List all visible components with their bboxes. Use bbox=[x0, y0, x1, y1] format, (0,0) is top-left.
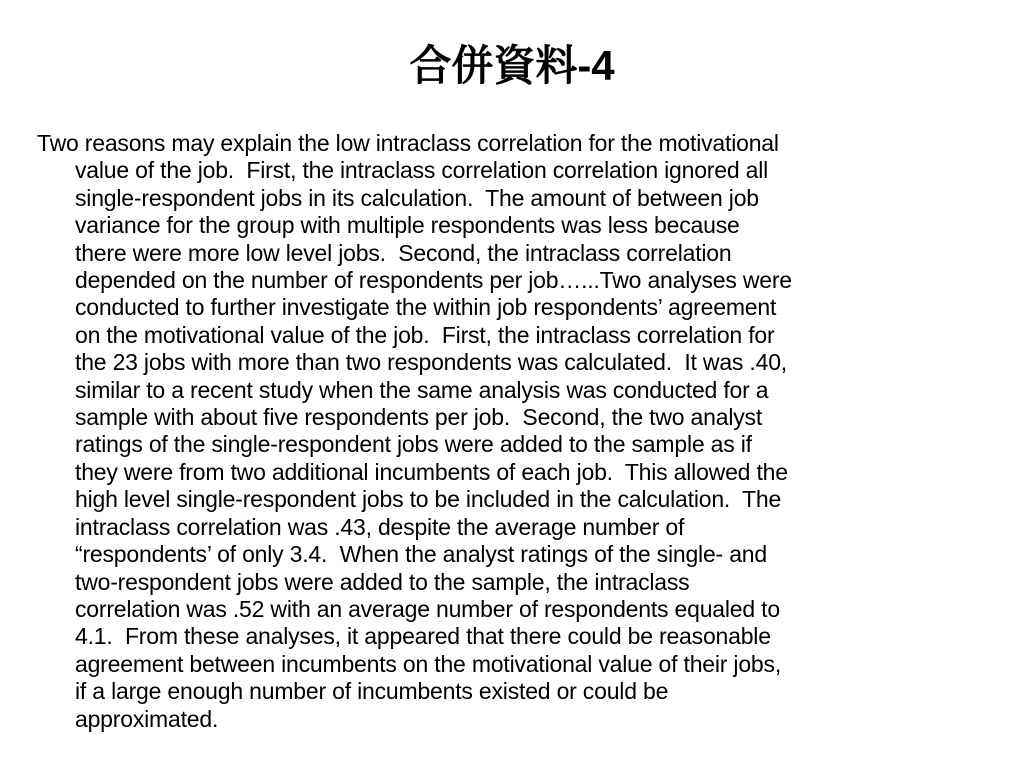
body-line: 4.1. From these analyses, it appeared that there could be reasonable bbox=[75, 623, 771, 650]
body-line: similar to a recent study when the same analysis was conducted for a bbox=[75, 376, 769, 403]
body-line: they were from two additional incumbents of each job. This allowed the bbox=[75, 458, 788, 485]
body-line: single-respondent jobs in its calculation. The amount of between job bbox=[75, 184, 759, 211]
body-line: high level single-respondent jobs to be included in the calculation. The bbox=[75, 486, 782, 513]
body-line: there were more low level jobs. Second, the intraclass correlation bbox=[75, 239, 732, 266]
body-line: approximated. bbox=[75, 705, 219, 732]
body-line: variance for the group with multiple respondents was less because bbox=[75, 212, 740, 239]
body-line: agreement between incumbents on the motivational value of their jobs, bbox=[75, 650, 782, 677]
slide-title: 合併資料-4 bbox=[409, 42, 615, 89]
body-line: the 23 jobs with more than two respondents was calculated. It was .40, bbox=[75, 349, 787, 376]
slide-body-paragraph bbox=[37, 130, 997, 733]
body-line: “respondents’ of only 3.4. When the analyst ratings of the single- and bbox=[75, 541, 767, 568]
body-line: value of the job. First, the intraclass correlation correlation ignored all bbox=[75, 157, 769, 184]
body-line: if a large enough number of incumbents existed or could be bbox=[75, 678, 669, 705]
body-line: intraclass correlation was .43, despite the average number of bbox=[75, 513, 685, 540]
body-line: sample with about five respondents per job. Second, the two analyst bbox=[75, 404, 763, 431]
body-line: on the motivational value of the job. First, the intraclass correlation for bbox=[75, 321, 775, 348]
body-line: correlation was .52 with an average number of respondents equaled to bbox=[75, 595, 780, 622]
body-line: Two reasons may explain the low intraclass correlation for the motivational bbox=[37, 130, 779, 156]
body-line: ratings of the single-respondent jobs were added to the sample as if bbox=[75, 431, 752, 458]
body-line: two-respondent jobs were added to the sample, the intraclass bbox=[75, 568, 690, 595]
body-line: depended on the number of respondents per job…...Two analyses were bbox=[75, 267, 792, 294]
body-line: conducted to further investigate the within job respondents’ agreement bbox=[75, 294, 777, 321]
